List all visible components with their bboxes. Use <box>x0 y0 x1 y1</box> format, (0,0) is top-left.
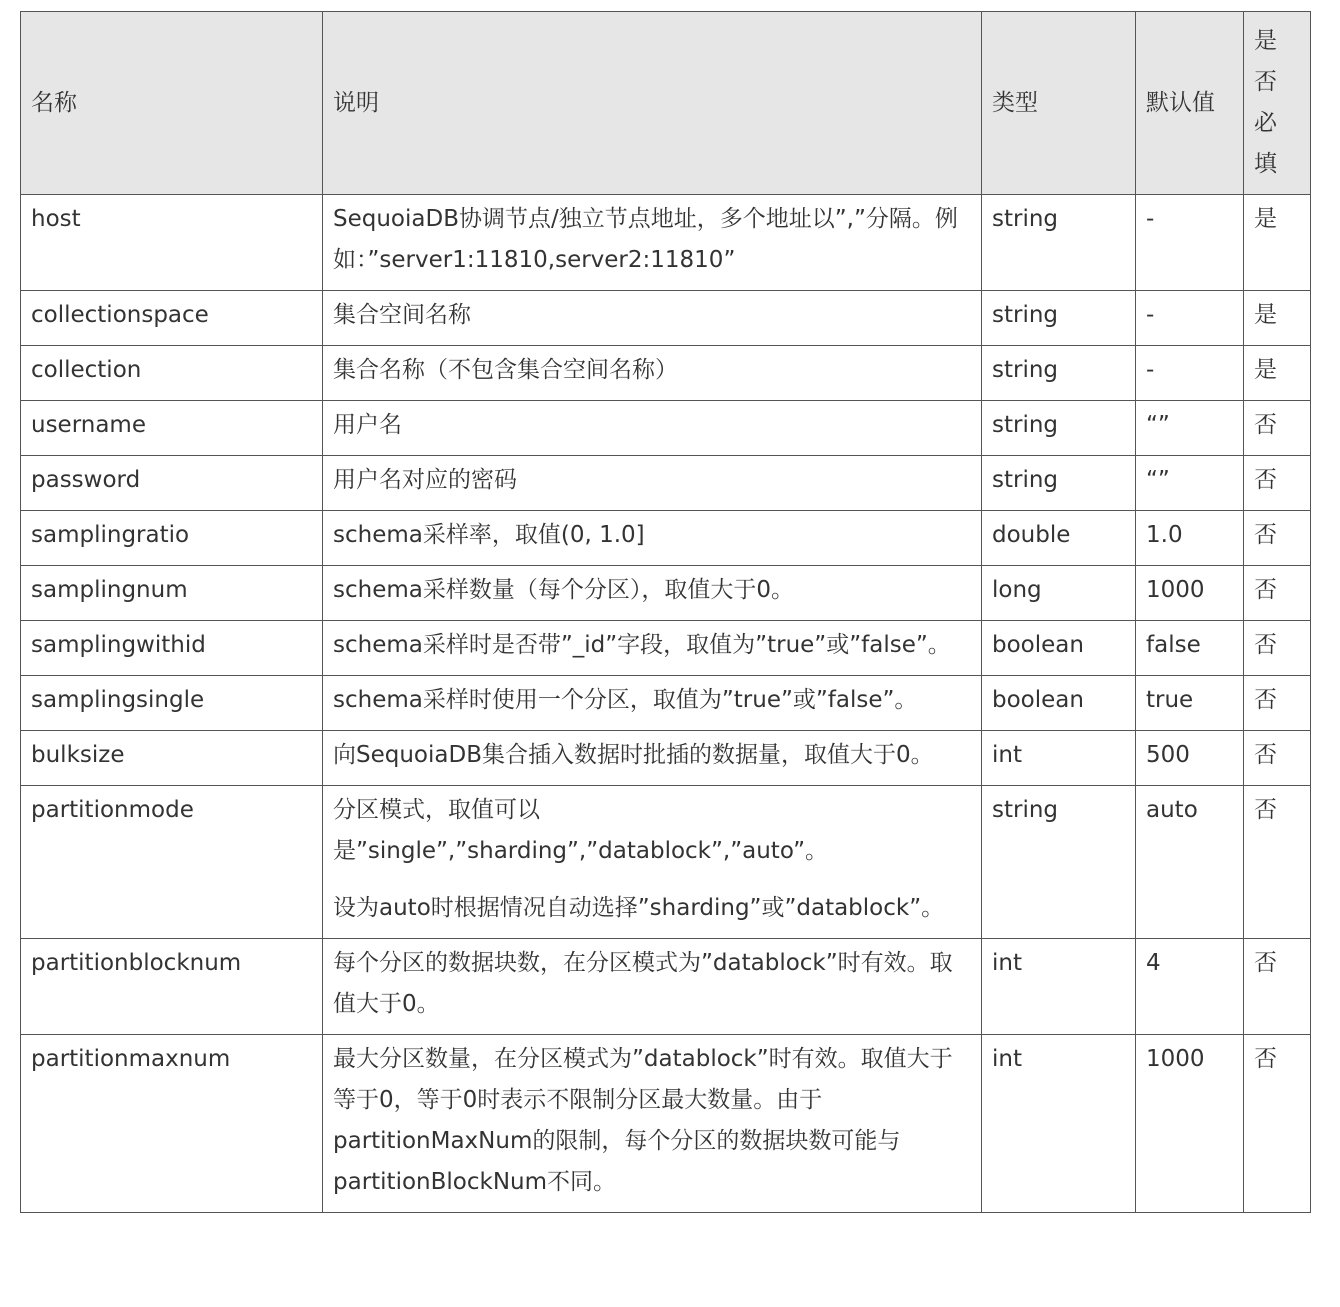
param-name-cell: collection <box>21 346 323 401</box>
header-default: 默认值 <box>1136 12 1244 195</box>
param-description-cell <box>323 621 982 676</box>
param-default-cell: - <box>1136 346 1244 401</box>
table-body <box>21 195 1311 1213</box>
param-default-cell: - <box>1136 291 1244 346</box>
description-paragraph: 用户名对应的密码 <box>333 467 517 493</box>
param-name-cell: partitionmaxnum <box>21 1035 323 1213</box>
param-name-cell: samplingsingle <box>21 676 323 731</box>
header-required-char: 否 <box>1254 69 1277 95</box>
header-row <box>21 12 1311 195</box>
param-name-cell: samplingnum <box>21 566 323 621</box>
table-row <box>21 291 1311 346</box>
description-paragraph: 设为auto时根据情况自动选择”sharding”或”datablock”。 <box>333 895 945 921</box>
param-required-cell: 否 <box>1244 1035 1311 1213</box>
table-row <box>21 939 1311 1035</box>
param-description-cell <box>323 456 982 511</box>
param-type-cell: string <box>982 346 1136 401</box>
description-paragraph: schema采样时使用一个分区，取值为”true”或”false”。 <box>333 687 918 713</box>
header-required-char: 是 <box>1254 28 1277 54</box>
description-paragraph: schema采样时是否带”_id”字段，取值为”true”或”false”。 <box>333 632 951 658</box>
table-row <box>21 456 1311 511</box>
param-required-cell: 是 <box>1244 346 1311 401</box>
header-description: 说明 <box>323 12 982 195</box>
param-required-cell: 否 <box>1244 566 1311 621</box>
description-paragraph: 向SequoiaDB集合插入数据时批插的数据量，取值大于0。 <box>333 742 934 768</box>
param-default-cell: “” <box>1136 401 1244 456</box>
header-required-char: 必 <box>1254 110 1277 136</box>
table-row <box>21 621 1311 676</box>
header-required <box>1244 12 1311 195</box>
description-paragraph: schema采样率，取值(0, 1.0] <box>333 522 645 548</box>
param-name-cell: host <box>21 195 323 291</box>
param-type-cell: string <box>982 456 1136 511</box>
header-name: 名称 <box>21 12 323 195</box>
param-required-cell: 是 <box>1244 195 1311 291</box>
param-description-cell <box>323 1035 982 1213</box>
param-name-cell: samplingwithid <box>21 621 323 676</box>
description-paragraph: 集合名称（不包含集合空间名称） <box>333 357 678 383</box>
param-default-cell: 1000 <box>1136 1035 1244 1213</box>
param-default-cell: 4 <box>1136 939 1244 1035</box>
param-type-cell: string <box>982 291 1136 346</box>
table-row <box>21 676 1311 731</box>
param-type-cell: long <box>982 566 1136 621</box>
param-default-cell: 1000 <box>1136 566 1244 621</box>
param-description-cell <box>323 401 982 456</box>
param-default-cell: 500 <box>1136 731 1244 786</box>
param-description-cell <box>323 346 982 401</box>
param-type-cell: string <box>982 786 1136 939</box>
param-description-cell <box>323 566 982 621</box>
table-row <box>21 346 1311 401</box>
header-type: 类型 <box>982 12 1136 195</box>
param-required-cell: 否 <box>1244 456 1311 511</box>
parameter-table <box>20 11 1311 1213</box>
param-required-cell: 否 <box>1244 939 1311 1035</box>
param-name-cell: samplingratio <box>21 511 323 566</box>
param-type-cell: string <box>982 401 1136 456</box>
param-description-cell <box>323 786 982 939</box>
param-name-cell: password <box>21 456 323 511</box>
param-required-cell: 否 <box>1244 731 1311 786</box>
param-name-cell: partitionblocknum <box>21 939 323 1035</box>
table-row <box>21 511 1311 566</box>
param-description-cell <box>323 195 982 291</box>
param-type-cell: int <box>982 731 1136 786</box>
param-required-cell: 否 <box>1244 401 1311 456</box>
table-row <box>21 401 1311 456</box>
table-row <box>21 731 1311 786</box>
description-paragraph: 用户名 <box>333 412 402 438</box>
description-paragraph: 分区模式，取值可以是”single”,”sharding”,”datablock”,”auto”。 <box>333 797 828 864</box>
description-paragraph: 最大分区数量，在分区模式为”datablock”时有效。取值大于等于0，等于0时表示不限制分区最大数量。由于partitionMaxNum的限制，每个分区的数据块数可能与partitionBlockNum不同。 <box>333 1046 953 1195</box>
param-required-cell: 否 <box>1244 786 1311 939</box>
param-default-cell: auto <box>1136 786 1244 939</box>
param-default-cell: false <box>1136 621 1244 676</box>
param-type-cell: int <box>982 1035 1136 1213</box>
param-default-cell: “” <box>1136 456 1244 511</box>
param-description-cell <box>323 676 982 731</box>
param-description-cell <box>323 731 982 786</box>
table-row <box>21 566 1311 621</box>
param-type-cell: boolean <box>982 676 1136 731</box>
table-row <box>21 195 1311 291</box>
param-default-cell: true <box>1136 676 1244 731</box>
description-paragraph: SequoiaDB协调节点/独立节点地址，多个地址以”,”分隔。例如：”server1:11810,server2:11810” <box>333 206 958 273</box>
param-name-cell: collectionspace <box>21 291 323 346</box>
param-required-cell: 否 <box>1244 621 1311 676</box>
param-name-cell: bulksize <box>21 731 323 786</box>
param-type-cell: double <box>982 511 1136 566</box>
description-paragraph: 集合空间名称 <box>333 302 471 328</box>
param-name-cell: username <box>21 401 323 456</box>
param-default-cell: 1.0 <box>1136 511 1244 566</box>
param-default-cell: - <box>1136 195 1244 291</box>
param-description-cell <box>323 291 982 346</box>
param-description-cell <box>323 511 982 566</box>
param-type-cell: string <box>982 195 1136 291</box>
table-row <box>21 786 1311 939</box>
param-required-cell: 否 <box>1244 676 1311 731</box>
param-name-cell: partitionmode <box>21 786 323 939</box>
description-paragraph: schema采样数量（每个分区），取值大于0。 <box>333 577 794 603</box>
param-required-cell: 是 <box>1244 291 1311 346</box>
table-row <box>21 1035 1311 1213</box>
description-paragraph: 每个分区的数据块数，在分区模式为”datablock”时有效。取值大于0。 <box>333 950 953 1017</box>
header-required-char: 填 <box>1254 151 1277 177</box>
param-type-cell: boolean <box>982 621 1136 676</box>
param-required-cell: 否 <box>1244 511 1311 566</box>
param-type-cell: int <box>982 939 1136 1035</box>
param-description-cell <box>323 939 982 1035</box>
table-header <box>21 12 1311 195</box>
